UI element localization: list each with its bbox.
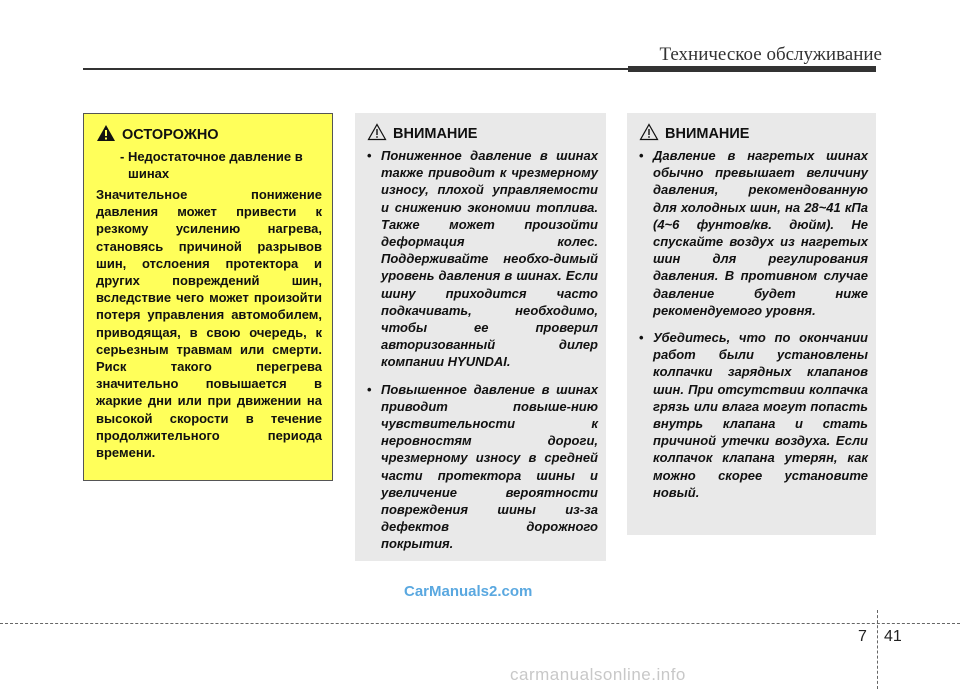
page-number: 41 bbox=[884, 628, 902, 645]
list-item bbox=[639, 329, 868, 501]
bullet: • bbox=[639, 148, 644, 163]
bullet: • bbox=[367, 148, 372, 163]
note-2-heading bbox=[639, 123, 868, 145]
list-item-text: Убедитесь, что по окончании работ были установлены колпачки зарядных клапанов шин. При отсутствии колпачка грязь или влага могут попасть внутрь клапана и стать причиной утечки воздуха. Если колпачок клапана утерян, как можно скорее установите новый. bbox=[653, 330, 868, 500]
watermark-link[interactable]: CarManuals2.com bbox=[404, 583, 533, 600]
footer-divider bbox=[0, 623, 960, 624]
warning-outline-icon bbox=[367, 123, 387, 145]
site-watermark: carmanualsonline.info bbox=[510, 665, 686, 684]
warning-outline-icon bbox=[639, 123, 659, 145]
warning-filled-icon bbox=[96, 124, 116, 146]
note-2-list bbox=[639, 147, 868, 501]
caution-subheading: - Недостаточное давление в шинах bbox=[120, 149, 303, 181]
bullet: • bbox=[639, 330, 644, 346]
page-header-title: Техническое обслуживание bbox=[659, 44, 882, 65]
caution-body: Значительное понижение давления может привести к резкому усилению нагрева, становясь причиной разрывов шин, отслоения протектора и других повреждений шин, вследствие чего может произойти потеря управления автомобилем, приводящая, в свою очередь, к серьезным травмам или смерти. Риск такого перегрева значительно повышается в жаркие дни или при движении на высокой скорости в течение продолжительного периода времени. bbox=[96, 187, 322, 461]
list-item-text: Повышенное давление в шинах приводит повыше-нию чувствительности к неровностям дороги, чрезмерному износу в средней части протектора шины и увеличение вероятности повреждения шины из-за дефектов дорожного покрытия. bbox=[381, 381, 598, 552]
note-box-1 bbox=[355, 113, 606, 561]
footer-vertical-divider bbox=[877, 610, 878, 689]
chapter-number: 7 bbox=[858, 628, 867, 645]
list-item bbox=[639, 147, 868, 319]
note-1-list bbox=[367, 147, 598, 553]
caution-box bbox=[83, 113, 333, 481]
list-item bbox=[367, 147, 598, 371]
caution-heading-text: ОСТОРОЖНО bbox=[122, 127, 219, 143]
header-rule-accent bbox=[628, 66, 876, 72]
list-item bbox=[367, 381, 598, 553]
header-rule bbox=[83, 68, 628, 70]
caution-heading bbox=[96, 124, 322, 146]
note-2-heading-text: ВНИМАНИЕ bbox=[665, 126, 750, 142]
note-box-2 bbox=[627, 113, 876, 535]
note-1-heading bbox=[367, 123, 598, 145]
list-item-text: Давление в нагретых шинах обычно превышает величину давления, рекомендованную для холодных шин, на 28~41 кПа (4~6 фунтов/кв. дюйм). Не спускайте воздух из нагретых шин для регулирования давления. В противном случае давление будет ниже рекомендуемого уровня. bbox=[653, 148, 868, 318]
list-item-text: Пониженное давление в шинах также приводит к чрезмерному износу, плохой управляемости и снижению экономии топлива. Также может произойти деформация колес. Поддерживайте необхо-димый уровень давления в шинах. Если шину приходится часто подкачивать, необходимо, чтобы ее проверил авторизованный дилер компании HYUNDAI. bbox=[381, 148, 598, 370]
bullet: • bbox=[367, 381, 372, 397]
note-1-heading-text: ВНИМАНИЕ bbox=[393, 126, 478, 142]
